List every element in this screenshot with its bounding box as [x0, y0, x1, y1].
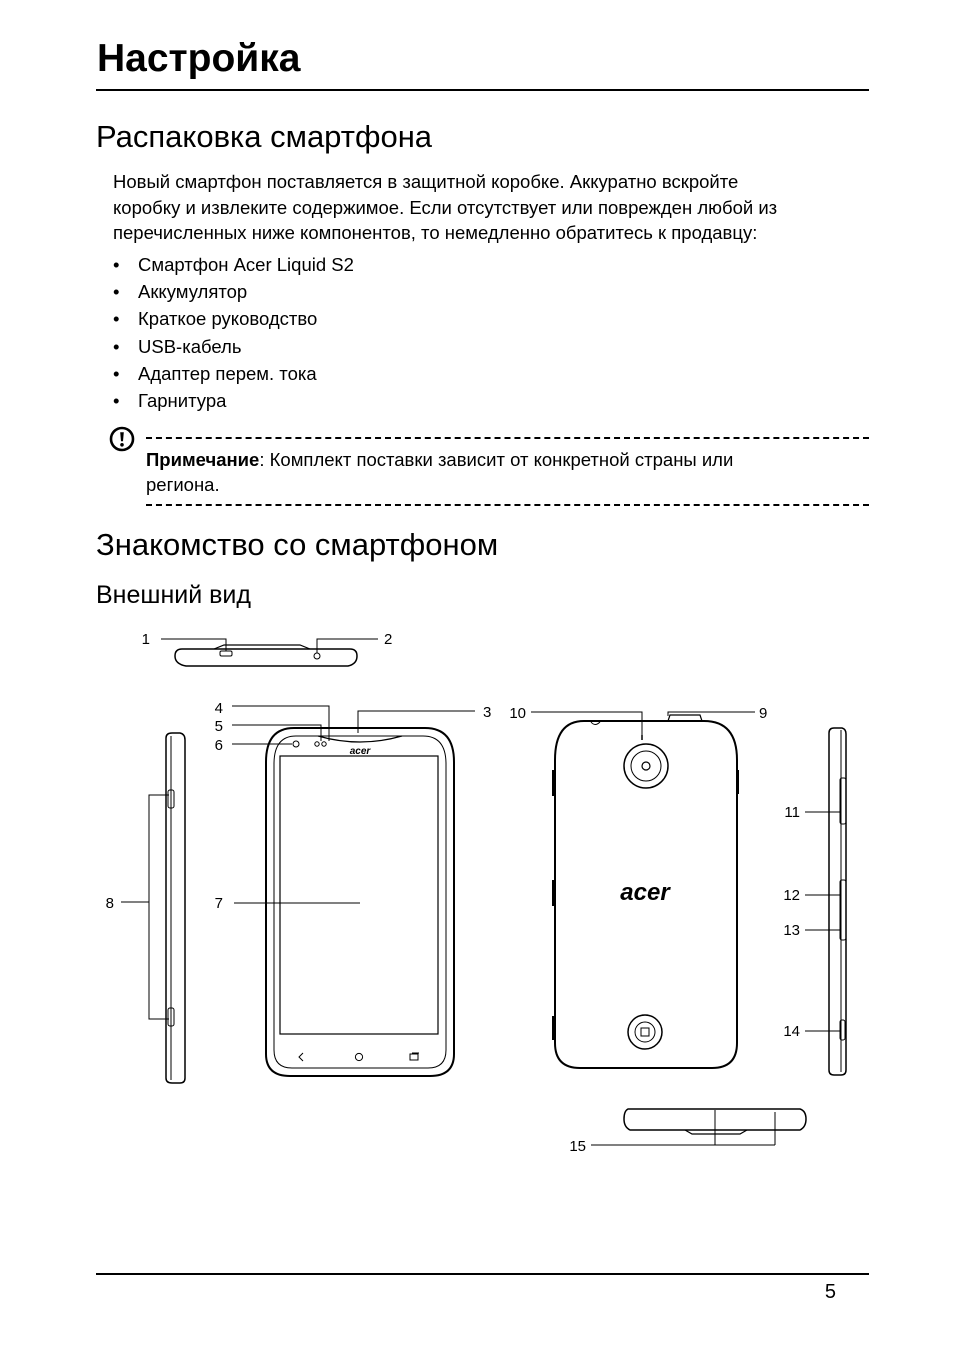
bullet: •: [113, 254, 120, 275]
bullet: •: [113, 308, 120, 330]
phone-left-side-view: [166, 733, 185, 1083]
list-item-label: USB-кабель: [138, 335, 242, 357]
callout-label: 4: [214, 700, 223, 717]
phone-top-view: [175, 645, 357, 666]
callout-label: 5: [214, 718, 223, 735]
list-item-label: Адаптер перем. тока: [138, 362, 317, 384]
subsection-title-appearance: Внешний вид: [96, 581, 251, 609]
callout-label: 1: [141, 631, 150, 648]
note-text: : Комплект поставки зависит от конкретной страны или: [259, 449, 734, 470]
bullet: •: [113, 281, 120, 303]
section-title-unpacking: Распаковка смартфона: [96, 119, 433, 154]
intro-line: коробку и извлеките содержимое. Если отсутствует или поврежден любой из: [113, 196, 778, 218]
callout-label: 13: [783, 922, 800, 939]
callout-label: 12: [783, 887, 800, 904]
phone-front-view: [266, 728, 454, 1076]
bullet: •: [113, 335, 120, 357]
list-item-label: Аккумулятор: [138, 281, 248, 303]
callout-label: 15: [569, 1138, 586, 1155]
callout-label: 14: [783, 1023, 800, 1040]
callout-label: 6: [214, 737, 223, 754]
note-text-continued: региона.: [146, 474, 220, 495]
callout-label: 8: [105, 895, 114, 912]
list-item-label: Гарнитура: [138, 389, 227, 411]
intro-line: Новый смартфон поставляется в защитной коробке. Аккуратно вскройте: [113, 171, 739, 192]
bullet: •: [113, 389, 120, 411]
callout-label: 3: [483, 704, 492, 721]
phone-back-view: [552, 715, 739, 1068]
footer-rule: [96, 1273, 869, 1275]
list-item-label: Смартфон Acer Liquid S2: [138, 254, 354, 275]
section-title-introduction: Знакомство со смартфоном: [96, 527, 499, 562]
note-label: Примечание: [146, 449, 260, 470]
page-number: 5: [824, 1281, 836, 1303]
phone-right-side-view: [829, 728, 846, 1075]
bullet: •: [113, 362, 120, 384]
callout-label: 7: [214, 895, 223, 912]
list-item-label: Краткое руководство: [138, 308, 318, 330]
callout-label: 9: [759, 705, 768, 722]
front-logo: acer: [349, 746, 371, 757]
back-logo: acer: [620, 879, 670, 906]
callout-label: 10: [509, 705, 526, 722]
intro-line: перечисленных ниже компонентов, то немедленно обратитесь к продавцу:: [113, 222, 758, 243]
leader-lines: [121, 639, 840, 1145]
callout-label: 11: [784, 804, 800, 821]
chapter-title: Настройка: [97, 37, 301, 80]
callout-label: 2: [384, 631, 393, 648]
